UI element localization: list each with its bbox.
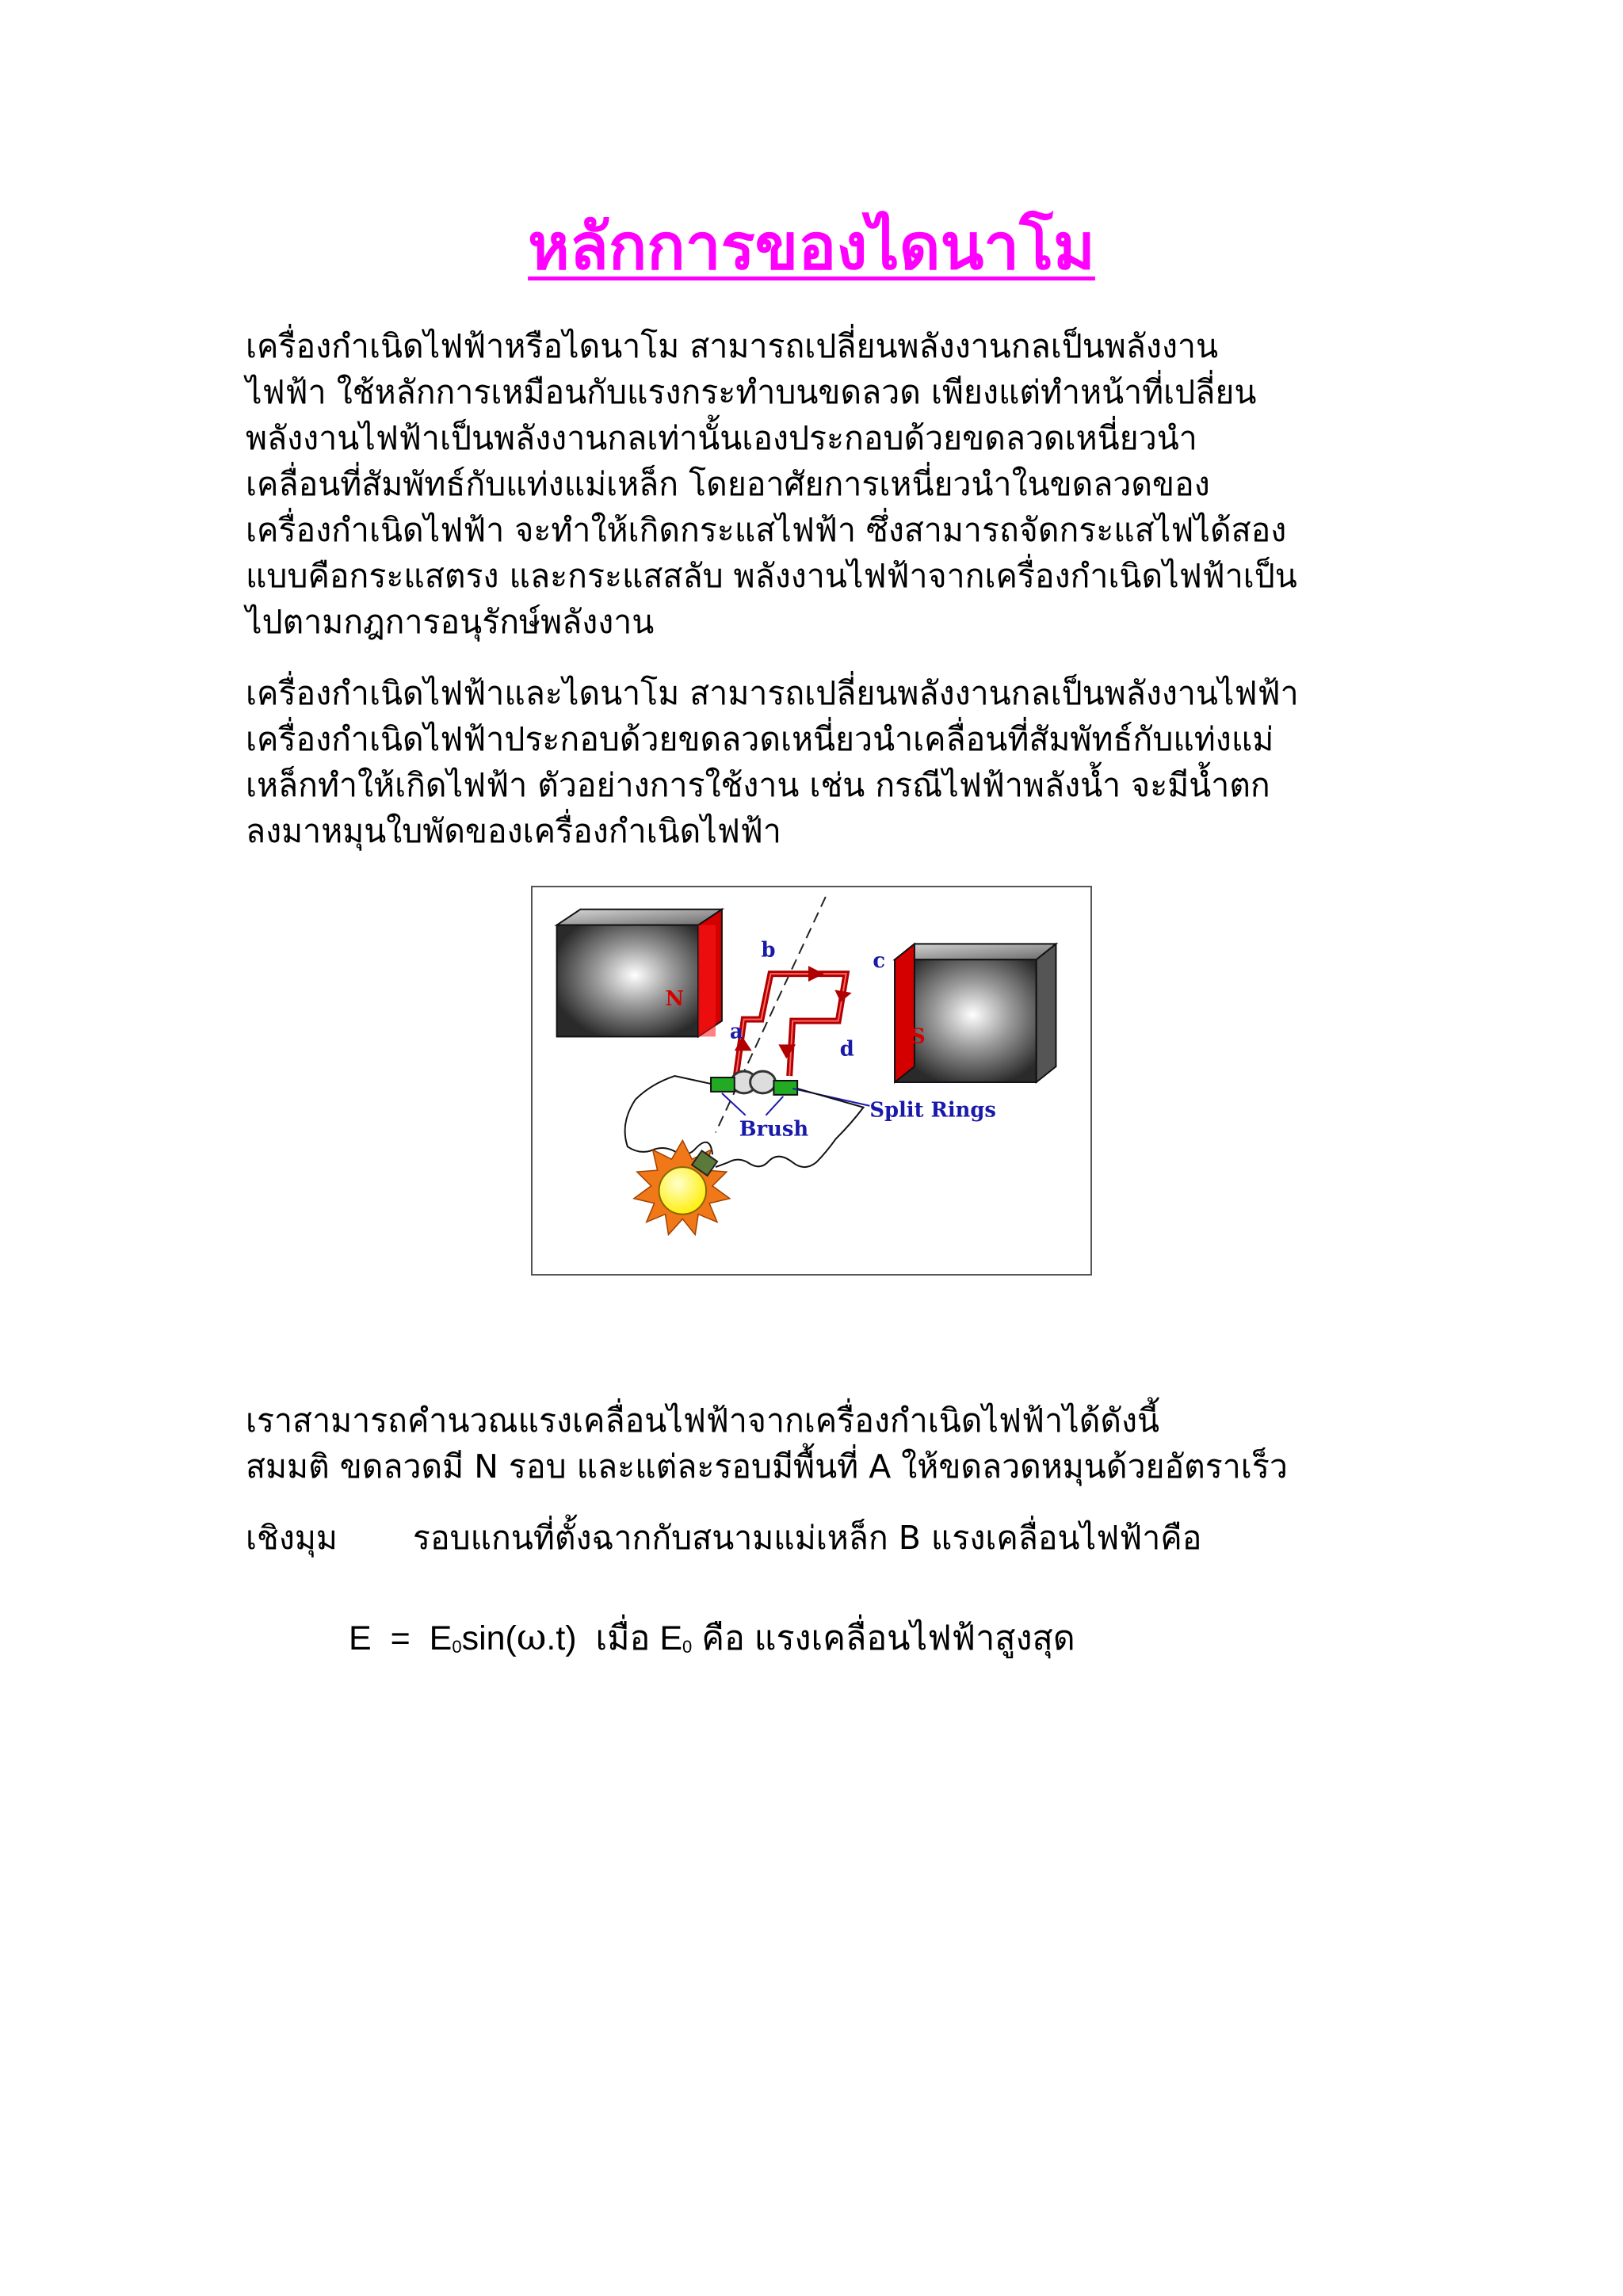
label-split-rings: Split Rings (869, 1098, 996, 1123)
formula-when: เมื่อ E (595, 1619, 682, 1657)
paragraph-line: ลงมาหมุนใบพัดของเครื่องกำเนิดไฟฟ้า (246, 812, 781, 850)
angle-line-rest: รอบแกนที่ตั้งฉากกับสนามแม่เหล็ก B แรงเคลื่อนไฟฟ้าคือ (412, 1519, 1202, 1557)
formula-subscript-2: 0 (682, 1637, 693, 1657)
label-s: S (910, 1024, 926, 1049)
paragraph-line: เครื่องกำเนิดไฟฟ้าและไดนาโม สามารถเปลี่ยนพลังงานกลเป็นพลังงานไฟฟ้า (246, 674, 1299, 712)
paragraph-line: ไปตามกฎการอนุรักษ์พลังงาน (246, 603, 655, 641)
emf-formula (349, 1613, 1075, 1671)
paragraph-line: แบบคือกระแสตรง และกระแสสลับ พลังงานไฟฟ้าจากเครื่องกำเนิดไฟฟ้าเป็น (246, 557, 1297, 595)
formula-lhs: E (349, 1619, 372, 1657)
wire-left (625, 1076, 712, 1154)
formula-equals: = (390, 1619, 411, 1657)
angular-velocity-line (246, 1515, 1201, 1561)
paragraph-line: พลังงานไฟฟ้าเป็นพลังงานกลเท่านั้นเองประกอบด้วยขดลวดเหนี่ยวนำ (246, 419, 1197, 457)
rotation-axis (716, 897, 826, 1133)
calculation-paragraph (246, 1398, 1411, 1489)
north-magnet (557, 910, 722, 1037)
page-title: หลักการของไดนาโม (528, 210, 1095, 284)
label-b: b (761, 938, 776, 963)
paragraph-line: เราสามารถคำนวณแรงเคลื่อนไฟฟ้าจากเครื่องกำเนิดไฟฟ้าได้ดังนี้ (246, 1402, 1160, 1440)
brush-leader-right (766, 1097, 783, 1116)
intro-paragraph (246, 323, 1411, 645)
paragraph-line: เหล็กทำให้เกิดไฟฟ้า ตัวอย่างการใช้งาน เช่น กรณีไฟฟ้าพลังน้ำ จะมีน้ำตก (246, 766, 1270, 804)
lightbulb-icon (634, 1140, 730, 1234)
formula-close: .t) (546, 1619, 577, 1657)
angle-line-start: เชิงมุม (246, 1519, 338, 1557)
paragraph-line: เครื่องกำเนิดไฟฟ้า จะทำให้เกิดกระแสไฟฟ้า ซึ่งสามารถจัดกระแสไฟได้สอง (246, 511, 1287, 549)
dynamo-diagram-svg (533, 887, 1090, 1274)
formula-omega: ω (516, 1615, 547, 1658)
brush-left (711, 1077, 735, 1092)
arrow-b (808, 966, 824, 982)
formula-subscript: 0 (452, 1637, 462, 1657)
formula-sin: sin( (461, 1619, 517, 1657)
brush-leader-left (722, 1093, 746, 1116)
paragraph-line: เครื่องกำเนิดไฟฟ้าประกอบด้วยขดลวดเหนี่ยวนำเคลื่อนที่สัมพัทธ์กับแท่งแม่ (246, 720, 1274, 758)
paragraph-line: ไฟฟ้า ใช้หลักการเหมือนกับแรงกระทำบนขดลวด เพียงแต่ทำหน้าที่เปลี่ยน (246, 373, 1257, 411)
split-ring-right (750, 1071, 776, 1093)
label-brush: Brush (739, 1117, 809, 1142)
formula-description: คือ แรงเคลื่อนไฟฟ้าสูงสุด (701, 1619, 1075, 1657)
dynamo-diagram (531, 886, 1092, 1276)
paragraph-line: สมมติ ขดลวดมี N รอบ และแต่ละรอบมีพื้นที่ A ให้ขดลวดหมุนด้วยอัตราเร็ว (246, 1447, 1288, 1486)
label-n: N (665, 986, 685, 1011)
label-a: a (729, 1020, 743, 1044)
label-c: c (873, 949, 886, 974)
paragraph-line: เคลื่อนที่สัมพัทธ์กับแท่งแม่เหล็ก โดยอาศัยการเหนี่ยวนำในขดลวดของ (246, 465, 1210, 503)
south-magnet (895, 944, 1056, 1082)
brush-right (773, 1081, 797, 1095)
second-paragraph (246, 670, 1411, 854)
label-d: d (839, 1037, 854, 1062)
paragraph-line: เครื่องกำเนิดไฟฟ้าหรือไดนาโม สามารถเปลี่ยนพลังงานกลเป็นพลังงาน (246, 327, 1219, 365)
formula-e: E (429, 1619, 453, 1657)
